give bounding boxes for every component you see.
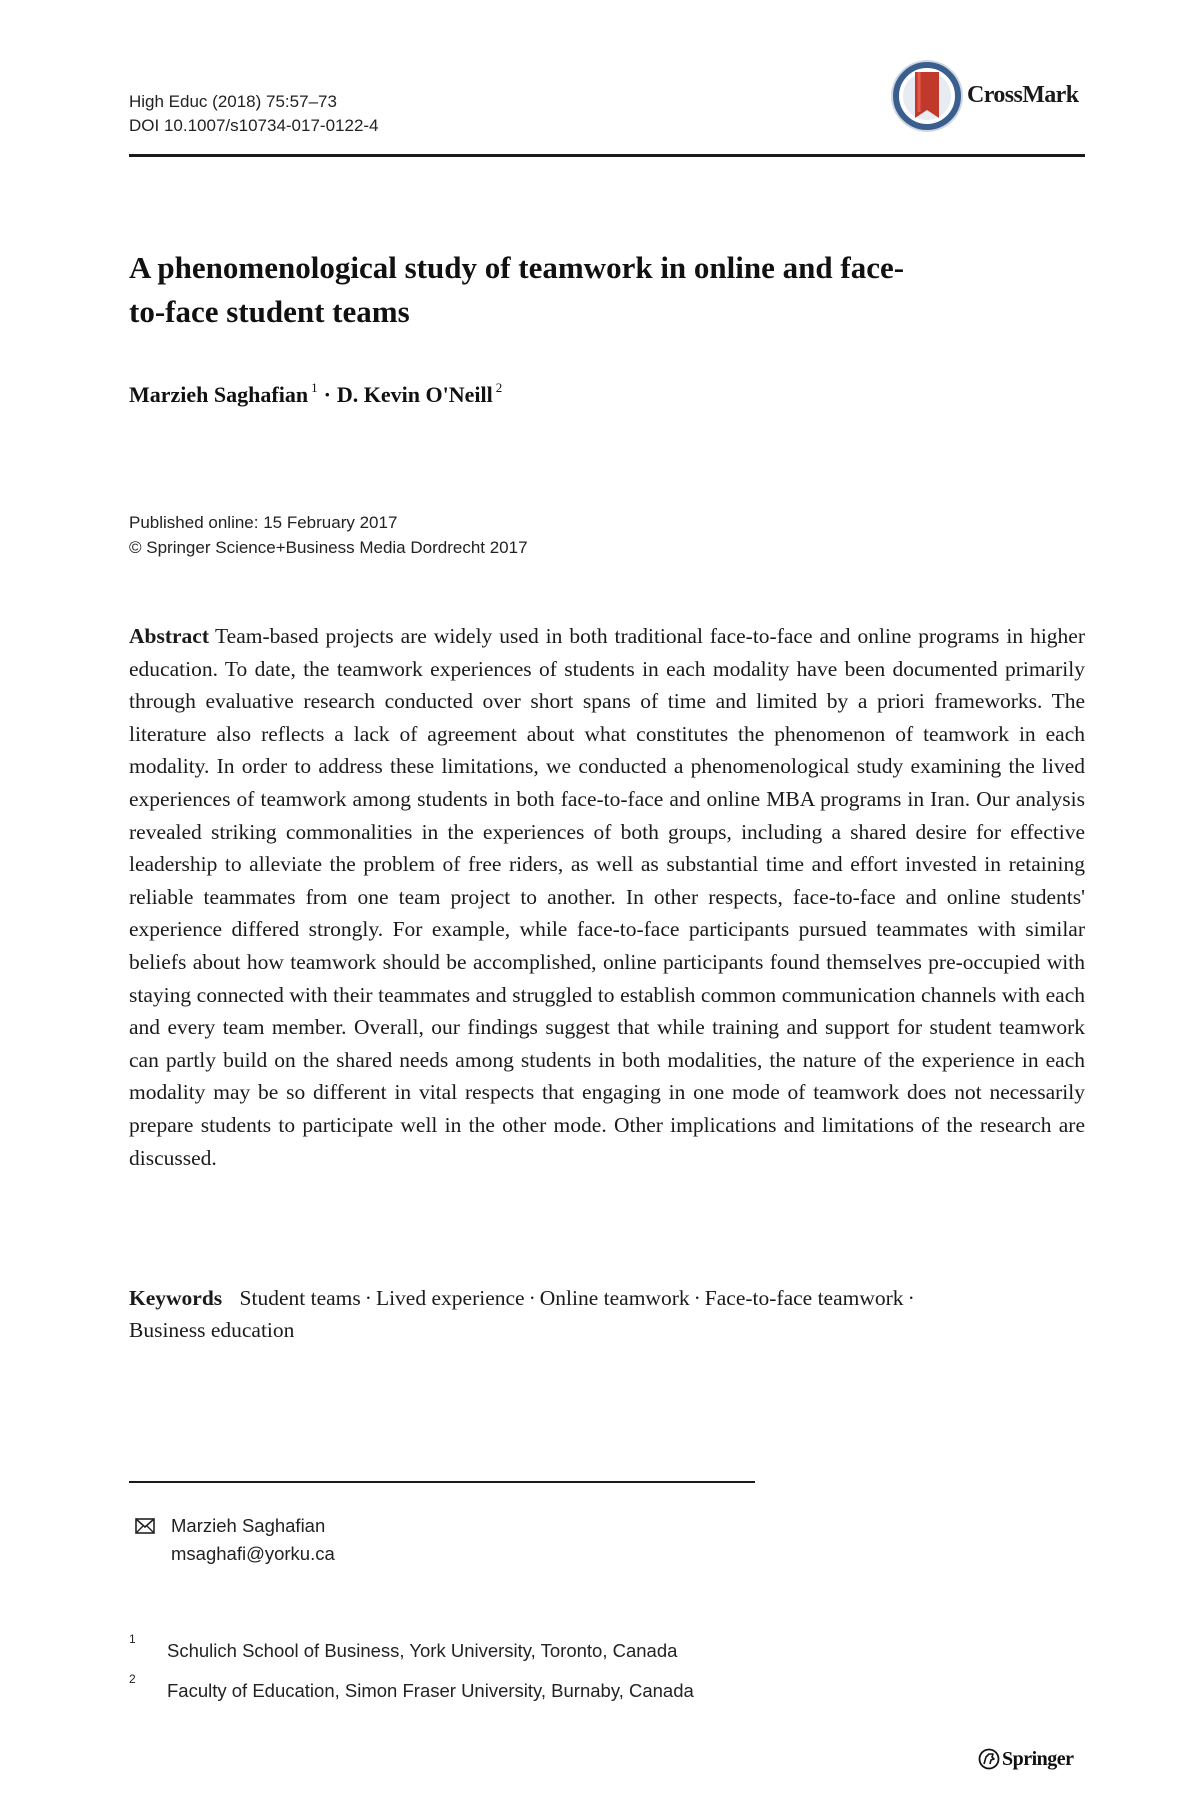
author-affil-marker: 2 (495, 380, 503, 395)
affiliation-number: 1 (129, 1632, 136, 1646)
abstract (129, 620, 1085, 1174)
springer-logo (978, 1746, 1098, 1776)
header-divider (129, 154, 1085, 157)
keyword-separator: · (528, 1286, 536, 1310)
author-separator: · (323, 382, 331, 407)
crossmark-label: CrossMark (967, 82, 1079, 108)
abstract-text: Team-based projects are widely used in both traditional face-to-face and online programs in higher education. To date, the teamwork experiences of students in each modality have been documented primarily through evaluative research conducted over short spans of time and limited by a priori frameworks. The literature also reflects a lack of agreement about what constitutes the phenomenon of teamwork in each modality. In order to address these limitations, we conducted a phenomenological study examining the lived experiences of teamwork among students in both face-to-face and online MBA programs in Iran. Our analysis revealed striking commonalities in the experiences of both groups, including a shared desire for effective leadership to alleviate the problem of free riders, as well as substantial time and effort invested in retaining reliable teammates from one team project to another. In other respects, face-to-face and online students' experience differed strongly. For example, while face-to-face participants pursued teammates with similar beliefs about how teamwork should be accomplished, online participants found themselves pre-occupied with staying connected with their teammates and struggled to establish common communication channels with each and every team member. Overall, our findings suggest that while training and support for student teamwork can partly build on the shared needs among students in both modalities, the nature of the experience in each modality may be so different in vital respects that engaging in one mode of teamwork does not necessarily prepare students to participate well in the other mode. Other implications and limitations of the research are discussed. (129, 624, 1085, 1170)
abstract-label: Abstract (129, 624, 210, 648)
springer-horse-icon (978, 1748, 1000, 1770)
keyword-separator: · (364, 1286, 372, 1310)
contact-email[interactable]: msaghafi@yorku.ca (171, 1543, 335, 1564)
copyright-line: © Springer Science+Business Media Dordrecht 2017 (129, 538, 528, 557)
crossmark-badge[interactable] (889, 58, 1089, 138)
keyword-item: Online teamwork (539, 1286, 690, 1310)
published-online-date: Published online: 15 February 2017 (129, 513, 398, 532)
affiliation-text: Faculty of Education, Simon Fraser University, Burnaby, Canada (167, 1680, 694, 1701)
keyword-separator: · (693, 1286, 701, 1310)
doi-link[interactable]: DOI 10.1007/s10734-017-0122-4 (129, 116, 379, 135)
author-affil-marker: 1 (311, 380, 318, 395)
keyword-item: Face-to-face teamwork (704, 1286, 904, 1310)
author-name[interactable]: Marzieh Saghafian (129, 382, 309, 407)
envelope-icon (135, 1518, 155, 1534)
keywords-label: Keywords (129, 1286, 223, 1310)
affiliation-number: 2 (129, 1672, 136, 1686)
keyword-item: Lived experience (375, 1286, 525, 1310)
crossmark-icon (889, 58, 965, 134)
keyword-item: Business education (129, 1318, 295, 1342)
contact-name: Marzieh Saghafian (171, 1515, 326, 1536)
paper-title: A phenomenological study of teamwork in online and face-to-face student teams (129, 250, 905, 329)
keyword-item: Student teams (239, 1286, 361, 1310)
publication-info (129, 510, 528, 560)
footnote-divider (129, 1481, 755, 1483)
journal-citation: High Educ (2018) 75:57–73 (129, 92, 337, 111)
author-name[interactable]: D. Kevin O'Neill (336, 382, 493, 407)
author-list (129, 380, 502, 408)
header-meta (129, 90, 379, 138)
keyword-separator: · (907, 1286, 915, 1310)
keywords (129, 1282, 1085, 1346)
affiliation-text: Schulich School of Business, York University, Toronto, Canada (167, 1640, 678, 1661)
springer-label: Springer (1002, 1748, 1074, 1770)
